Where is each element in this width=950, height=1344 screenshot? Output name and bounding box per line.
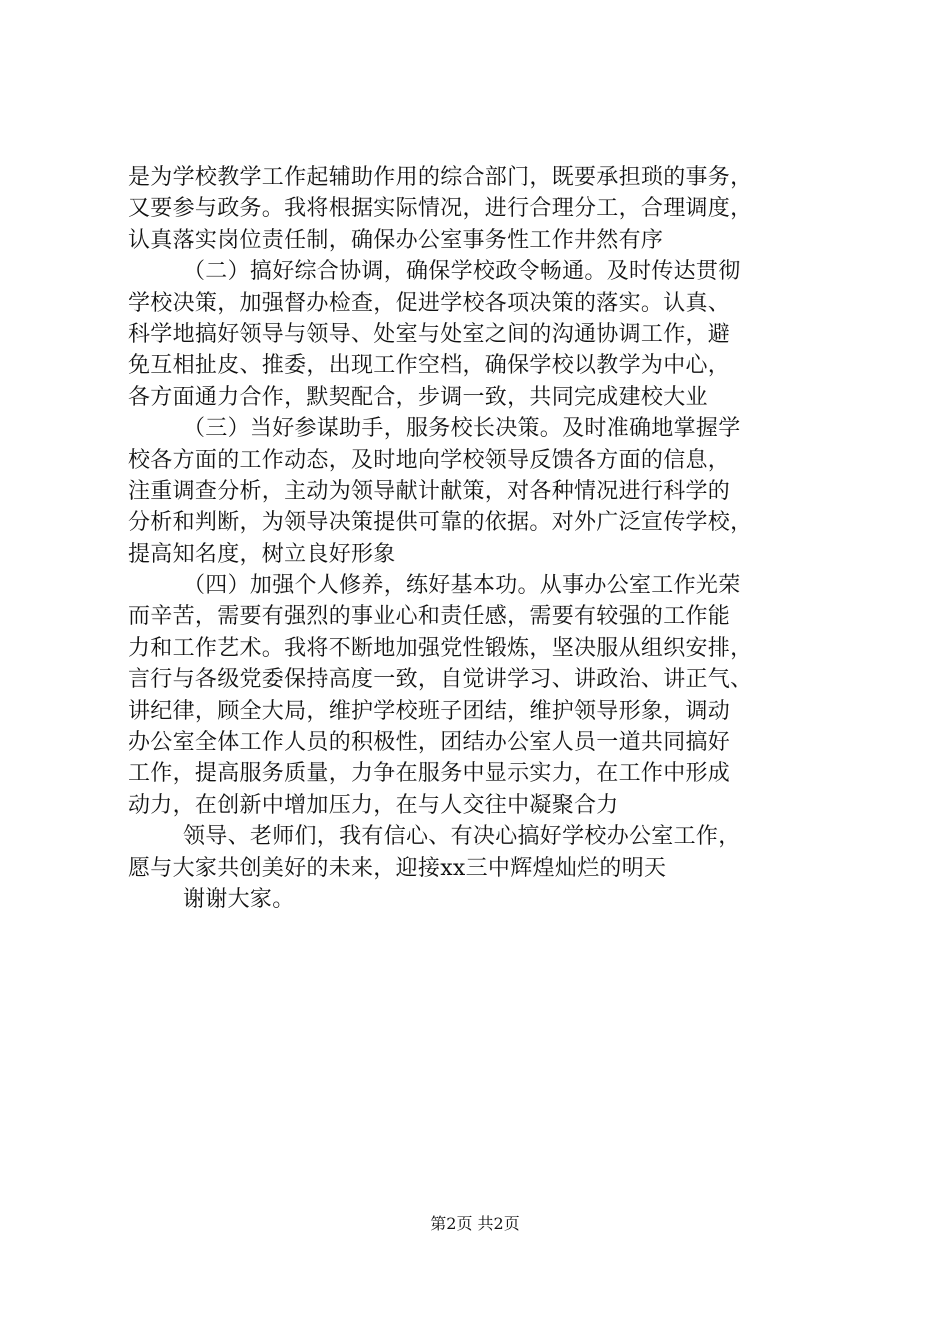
text-line: 认真落实岗位责任制，确保办公室事务性工作井然有序	[128, 227, 664, 253]
text-line: 办公室全体工作人员的积极性，团结办公室人员一道共同搞好	[128, 730, 731, 756]
document-body	[128, 162, 828, 915]
page-footer	[0, 1213, 950, 1235]
section-heading-line: （四）加强个人修养，练好基本功。从事办公室工作光荣	[183, 573, 741, 599]
text-line: 注重调查分析，主动为领导献计献策，对各种情况进行科学的	[128, 478, 731, 504]
text-line: 提高知名度，树立良好形象	[128, 541, 396, 567]
text-line: 又要参与政务。我将根据实际情况，进行合理分工，合理调度，	[128, 196, 753, 222]
page-number-indicator: 第2页 共2页	[430, 1214, 520, 1233]
text-line: 愿与大家共创美好的未来，迎接xx三中辉煌灿烂的明天	[128, 855, 667, 881]
text-line: 分析和判断，为领导决策提供可靠的依据。对外广泛宣传学校，	[128, 510, 753, 536]
text-line: 科学地搞好领导与领导、处室与处室之间的沟通协调工作，避	[128, 321, 731, 347]
text-line: 工作，提高服务质量，力争在服务中显示实力，在工作中形成	[128, 761, 731, 787]
text-line: 各方面通力合作，默契配合，步调一致，共同完成建校大业	[128, 384, 708, 410]
text-line: 言行与各级党委保持高度一致，自觉讲学习、讲政治、讲正气、	[128, 667, 753, 693]
closing-line: 谢谢大家。	[183, 886, 295, 912]
text-line: 校各方面的工作动态，及时地向学校领导反馈各方面的信息，	[128, 447, 731, 473]
text-line: 是为学校教学工作起辅助作用的综合部门，既要承担琐的事务，	[128, 165, 753, 190]
section-heading-line: （二）搞好综合协调，确保学校政令畅通。及时传达贯彻	[183, 259, 741, 285]
text-line: 而辛苦，需要有强烈的事业心和责任感，需要有较强的工作能	[128, 604, 731, 630]
text-line: 动力，在创新中增加压力，在与人交往中凝聚合力	[128, 792, 619, 818]
section-heading-line: （三）当好参谋助手，服务校长决策。及时准确地掌握学	[183, 416, 741, 442]
paragraph-start-line: 领导、老师们，我有信心、有决心搞好学校办公室工作，	[183, 824, 741, 850]
text-line: 学校决策，加强督办检查，促进学校各项决策的落实。认真、	[128, 290, 731, 316]
text-line: 力和工作艺术。我将不断地加强党性锻炼，坚决服从组织安排，	[128, 635, 753, 661]
text-line: 免互相扯皮、推委，出现工作空档，确保学校以教学为中心，	[128, 353, 731, 379]
text-line: 讲纪律，顾全大局，维护学校班子团结，维护领导形象，调动	[128, 698, 731, 724]
